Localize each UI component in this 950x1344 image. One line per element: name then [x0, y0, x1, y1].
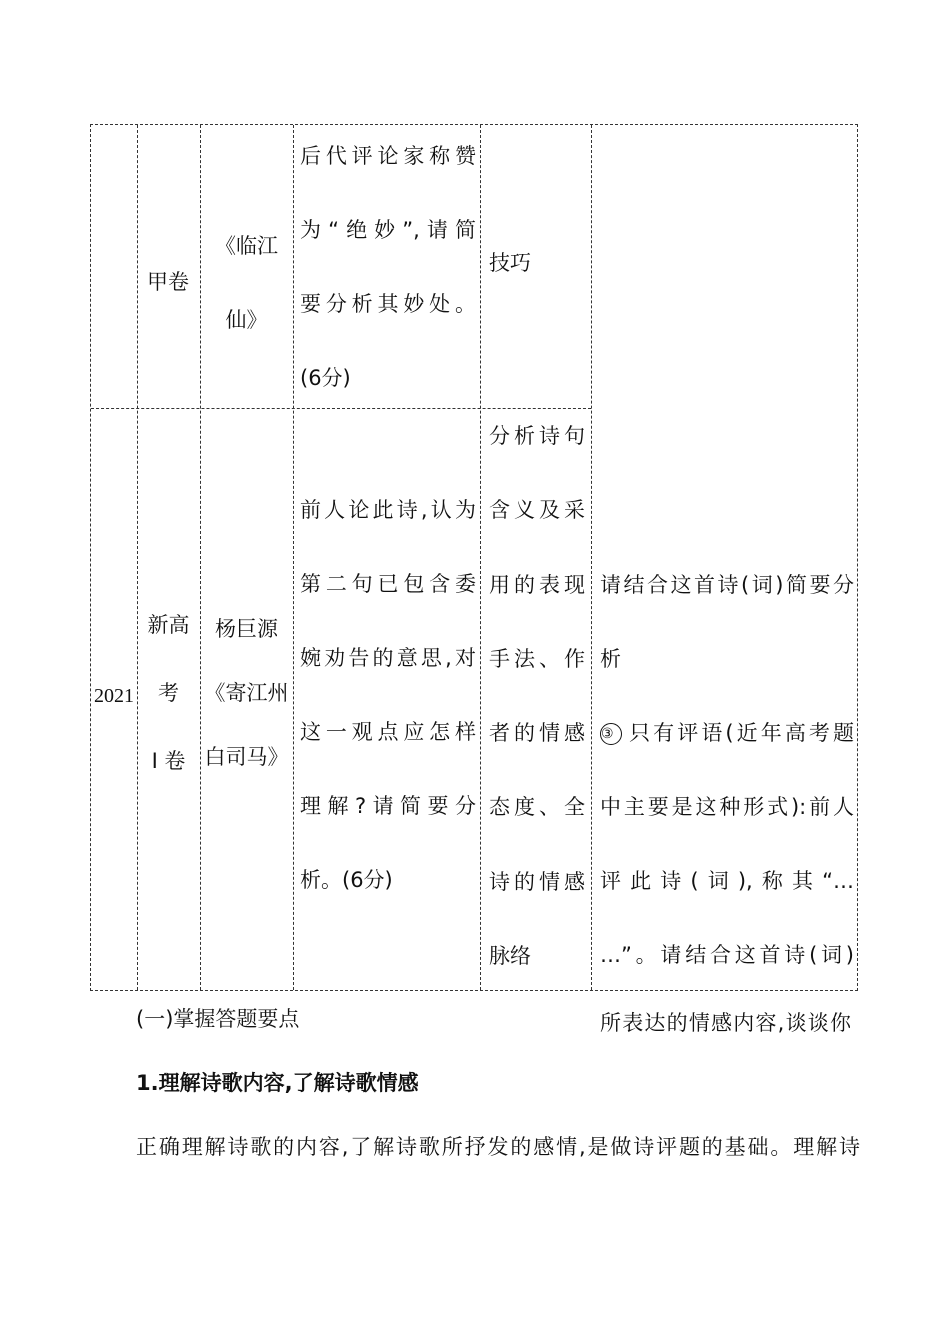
focus-line: 者的情感	[489, 721, 585, 746]
question-line: 要分析其妙处。	[300, 292, 476, 316]
subheading: 1.理解诗歌内容,了解诗歌情感	[136, 1071, 419, 1095]
focus-jia: 技巧	[489, 251, 531, 275]
circled-number-marker: ③	[600, 723, 622, 745]
form-overflow-line	[600, 1006, 851, 1040]
focus-line: 诗的情感	[489, 869, 585, 894]
focus-line: 手法、作	[489, 646, 585, 671]
question-forms-description	[600, 548, 854, 992]
focus-line: 含义及采	[489, 498, 585, 523]
body-paragraph	[136, 1130, 860, 1164]
exam-question-table	[90, 124, 858, 991]
title-line: 杨巨源	[215, 617, 278, 641]
focus-xingao	[489, 399, 585, 993]
question-line: (6分)	[300, 366, 351, 390]
form-line: 所表达的情感内容,谈谈你	[600, 1011, 851, 1035]
exam-year: 2021	[94, 685, 134, 707]
form-item-3	[600, 696, 854, 770]
focus-line: 脉络	[489, 944, 531, 969]
question-line: 这一观点应怎样	[300, 720, 476, 744]
column-divider	[293, 125, 294, 990]
question-xingao	[300, 473, 476, 917]
question-line: 第二句已包含委	[300, 572, 476, 596]
column-divider	[591, 125, 592, 990]
question-line: 后代评论家称赞	[300, 144, 476, 168]
focus-line: 分析诗句	[489, 424, 585, 448]
poem-title-jijiangzhou	[200, 597, 293, 789]
form-line: 请结合这首诗(词)简要分	[600, 573, 854, 597]
title-line: 白司马》	[204, 745, 289, 769]
question-line: 前人论此诗,认为	[300, 498, 476, 522]
form-line: 只有评语(近年高考题	[626, 721, 854, 745]
title-line: 《临江	[215, 234, 278, 258]
title-line: 仙》	[225, 308, 268, 332]
focus-line: 态度、全	[489, 795, 585, 820]
form-line: 评此诗(词),称其“…	[600, 869, 854, 893]
focus-line: 用的表现	[489, 572, 585, 597]
paper-line: 新高	[147, 613, 190, 637]
form-line: 中主要是这种形式):前人	[600, 795, 854, 819]
question-jia	[300, 119, 476, 415]
paragraph-line: 正确理解诗歌的内容,了解诗歌所抒发的感情,是做诗评题的基础。理解诗	[136, 1135, 860, 1159]
paper-xingao	[137, 591, 200, 795]
paper-jia: 甲卷	[147, 270, 189, 294]
paper-line: Ⅰ 卷	[151, 749, 186, 773]
form-line: 析	[600, 647, 621, 671]
column-divider	[480, 125, 481, 990]
title-line: 《寄江州	[204, 681, 289, 705]
question-line: 析。(6分)	[300, 868, 393, 892]
section-heading: (一)掌握答题要点	[136, 1007, 300, 1031]
question-line: 婉劝告的意思,对	[300, 646, 476, 670]
question-line: 理解?请简要分	[300, 794, 476, 818]
paper-line: 考	[158, 681, 179, 705]
poem-title-linjiangxian	[200, 209, 293, 357]
question-line: 为“绝妙”,请简	[300, 218, 476, 242]
form-line: …”。请结合这首诗(词)	[600, 943, 854, 967]
